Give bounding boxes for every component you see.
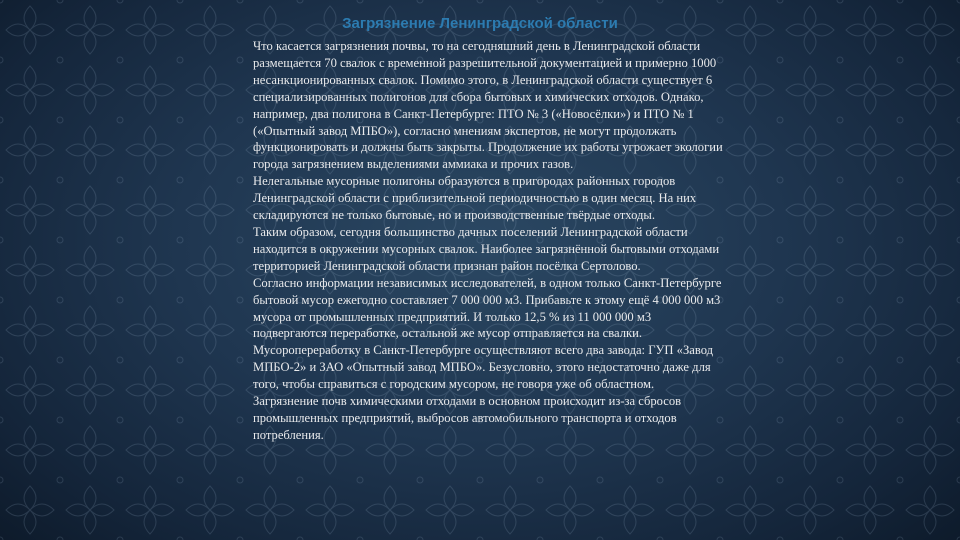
- paragraph: Что касается загрязнения почвы, то на сегодняшний день в Ленинградской области размещается 70 свалок с временной разрешительной документацией и примерно 1000 несанкционированных свалок. Помимо этого, в Ленинградской области существует 6 специализированных полигонов для сбора бытовых и химических отходов. Однако, например, два полигона в Санкт-Петербурге: ПТО № 3 («Новосёлки») и ПТО № 1 («Опытный завод МПБО»), согласно мнениям экспертов, не могут продолжать функционировать и должны быть закрыты. Продолжение их работы угрожает экологии города загрязнением выделениями аммиака и прочих газов.: [253, 39, 723, 172]
- slide-title: Загрязнение Ленинградской области: [342, 15, 618, 32]
- paragraph: Загрязнение почв химическими отходами в основном происходит из-за сбросов промышленных предприятий, выбросов автомобильного транспорта и отходов потребления.: [253, 394, 682, 442]
- paragraph: Нелегальные мусорные полигоны образуются в пригородах районных городов Ленинградской области с приблизительной периодичностью в один месяц. На них складируются не только бытовые, но и производственные твёрдые отходы.: [253, 174, 697, 223]
- paragraph: Согласно информации независимых исследователей, в одном только Санкт-Петербурге бытовой мусор ежегодно составляет 7 000 000 м3. Прибавьте к этому ещё 4 000 000 м3 мусора от промышленных предприятий. И только 12,5 % из 11 000 000 м3 подвергаются переработке, остальной же мусор отправляется на свалки.: [253, 275, 722, 341]
- slide-body: [253, 38, 723, 444]
- paragraph: Мусоропереработку в Санкт-Петербурге осуществляют всего два завода: ГУП «Завод МПБО-2» и ЗАО «Опытный завод МПБО». Безусловно, этого недостаточно даже для того, чтобы справиться с городским мусором, не говоря уже об областном.: [253, 343, 714, 392]
- paragraph: Таким образом, сегодня большинство дачных поселений Ленинградской области находится в окружении мусорных свалок. Наиболее загрязнённой бытовыми отходами территорией Ленинградской области признан район посёлка Сертолово.: [253, 224, 720, 273]
